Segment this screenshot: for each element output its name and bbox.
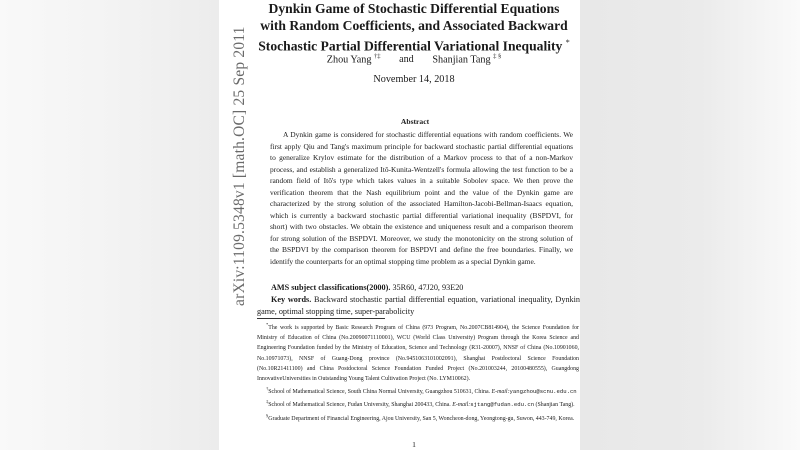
title-line-3-text: Stochastic Partial Differential Variational Inequality bbox=[258, 38, 563, 54]
footnote-marker: † bbox=[266, 386, 269, 392]
keywords-label: Key words. bbox=[271, 295, 312, 304]
footnote-funding-text: The work is supported by Basic Research Program of China (973 Program, No.2007CB814904), the Science Foundation for Ministry of Education of China (No.20090071110001), WCU (World Class University) Program through the Korea Science and Engineering Foundation funded by the Ministry of Education, Science and Technology (R31-20007), NNSF of China (No.10901060, No.10971073), NNSF of Guang-Dong province (No.9451063101002091), Shanghai Postdoctoral Science Foundation (No.10R21411100) and China Postdoctoral Science Foundation Funded Project (No.201003244, 20100480555), Guangdong InnovativeUniversities in Outstanding Young Talent Cultivation Project (No. LYM10062). bbox=[257, 324, 579, 382]
ams-label: AMS subject classifications(2000). bbox=[271, 283, 391, 292]
keywords bbox=[257, 294, 580, 317]
footnote-divider bbox=[257, 318, 385, 319]
publication-date: November 14, 2018 bbox=[373, 74, 455, 85]
title-line-1: Dynkin Game of Stochastic Differential Equations bbox=[268, 1, 560, 16]
arxiv-identifier: arXiv:1109.5348v1 [math.OC] 25 Sep 2011 bbox=[231, 26, 248, 306]
footnote-marker: § bbox=[266, 412, 269, 418]
footnote-affiliation-2 bbox=[257, 397, 579, 410]
author-footnote-marks: †‡ bbox=[374, 53, 381, 60]
footnotes bbox=[257, 320, 579, 424]
arxiv-stamp bbox=[219, 0, 248, 310]
email-label: E-mail: bbox=[452, 402, 471, 409]
abstract-text: A Dynkin game is considered for stochastic differential equations with random coefficients. We first apply Qiu and Tang's maximum principle for backward stochastic partial differential equations to generalize Krylov estimate for the distribution of a Markov process to that of a non-Markov process, and establish a generalized Itô-Kunita-Wentzell's formula allowing the test function to be a random field of Itô's type which takes values in a suitable Sobolev space. We then prove the verification theorem that the Nash equilibrium point and the value of the Dynkin game are characterized by the strong solution of the associated Hamilton-Jacobi-Bellman-Isaacs equation, which is currently a backward stochastic partial differential variational inequality (BSPDVI, for short) with two obstacles. We obtain the existence and uniqueness result and a comparison theorem for strong solution of the BSPDVI. Moreover, we study the monotonicity on the strong solution of the BSPDVI by the comparison theorem for BSPDVI and define the free boundaries. Finally, we identify the counterparts for an optimal stopping time problem as a special Dynkin game. bbox=[270, 130, 573, 267]
title-footnote-marker: * bbox=[565, 38, 570, 47]
document-page bbox=[219, 0, 580, 450]
keywords-text: Backward stochastic partial differential equation, variational inequality, Dynkin game, optimal stopping time, super-parabolicity bbox=[257, 295, 580, 316]
ams-classification bbox=[271, 283, 580, 292]
author-conjunction: and bbox=[399, 54, 414, 66]
email-link[interactable]: yangzhou@scnu.edu.cn bbox=[509, 388, 577, 396]
author-footnote-marks: ‡ § bbox=[493, 53, 502, 60]
author-list bbox=[249, 53, 579, 65]
author-name: Shanjian Tang bbox=[432, 54, 491, 66]
author-name: Zhou Yang bbox=[326, 54, 372, 66]
footnote-affiliation-1 bbox=[257, 384, 579, 397]
page-number: 1 bbox=[412, 440, 416, 449]
title-line-3 bbox=[249, 34, 579, 55]
email-link[interactable]: sjtang@fudan.edu.cn bbox=[470, 401, 535, 409]
ams-codes: 35R60, 47J20, 93E20 bbox=[392, 283, 464, 292]
footnote-marker: ‡ bbox=[266, 399, 269, 405]
footnote-affiliation-3 bbox=[257, 411, 579, 424]
affiliation-text: Graduate Department of Financial Engineering, Ajou University, San 5, Woncheon-dong, Yeongtong-gu, Suwon, 443-749, Korea. bbox=[268, 415, 575, 422]
affiliation-person: (Shanjian Tang). bbox=[535, 402, 575, 409]
affiliation-text: School of Mathematical Science, South China Normal University, Guangzhou 510631, China. bbox=[268, 389, 491, 396]
footnote-marker: * bbox=[266, 322, 269, 327]
title-line-2: with Random Coefficients, and Associated Backward bbox=[260, 18, 568, 33]
viewer-background-left bbox=[0, 0, 219, 450]
email-label: E-mail: bbox=[491, 389, 510, 396]
affiliation-text: School of Mathematical Science, Fudan University, Shanghai 200433, China. bbox=[268, 402, 451, 409]
paper-title bbox=[249, 0, 579, 55]
abstract-heading: Abstract bbox=[400, 117, 430, 126]
viewer-background-right bbox=[580, 0, 800, 450]
footnote-funding bbox=[257, 320, 579, 384]
